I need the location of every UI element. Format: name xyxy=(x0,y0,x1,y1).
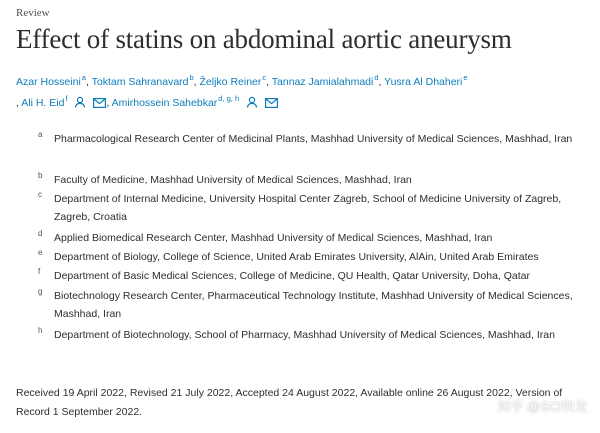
affiliation-item: e Department of Biology, College of Science, United Arab Emirates University, AlAin, United Arab Emirates xyxy=(38,248,539,263)
article-type-label: Review xyxy=(16,7,50,19)
affiliation-item: b Faculty of Medicine, Mashhad University of Medical Sciences, Mashhad, Iran xyxy=(38,171,412,186)
author-link[interactable]: Toktam Sahranavard$^b$ xyxy=(91,73,194,88)
affiliation-item: a Pharmacological Research Center of Medicinal Plants, Mashhad University of Medical Sciences, Mashhad, Iran xyxy=(38,130,573,145)
author-list: Azar Hosseini$^a$, Toktam Sahranavard$^b$, Željko Reiner$^c$, Tannaz Jamialahmadi$^d$, Yusra Al Dhaheri$^e$ , Ali H. Eid$^f$ , Amirhossein Sahebkar$^{d, g, h}$ xyxy=(16,73,468,109)
author-link[interactable]: Željko Reiner$^c$ xyxy=(199,73,267,88)
watermark: 知乎 @SCI快发 xyxy=(497,399,588,414)
affiliation-item: g Biotechnology Research Center, Pharmaceutical Technology Institute, Mashhad University of Medical Sciences, Mashhad, Iran xyxy=(38,287,573,320)
author-link[interactable]: Ali H. Eid$^f$ xyxy=(21,94,68,109)
affiliation-item: c Department of Internal Medicine, University Hospital Center Zagreb, School of Medicine University of Zagreb, Zagreb, Croatia xyxy=(38,190,562,223)
author-link[interactable]: Yusra Al Dhaheri$^e$ xyxy=(384,73,468,88)
affiliation-item: h Department of Biotechnology, School of Pharmacy, Mashhad University of Medical Sciences, Mashhad, Iran xyxy=(38,326,555,341)
affiliation-item: d Applied Biomedical Research Center, Mashhad University of Medical Sciences, Mashhad, Iran xyxy=(38,229,493,244)
person-icon[interactable] xyxy=(246,96,258,108)
author-link[interactable]: Amirhossein Sahebkar$^{d, g, h}$ xyxy=(111,94,240,109)
author-link[interactable]: Azar Hosseini$^a$ xyxy=(16,73,86,88)
author-link[interactable]: Tannaz Jamialahmadi$^d$ xyxy=(271,73,379,88)
envelope-icon[interactable] xyxy=(93,98,106,108)
person-icon[interactable] xyxy=(74,96,86,108)
affiliation-item: f Department of Basic Medical Sciences, College of Medicine, QU Health, Qatar University, Doha, Qatar xyxy=(38,267,531,282)
publication-dates: Received 19 April 2022, Revised 21 July 2022, Accepted 24 August 2022, Available online 26 August 2022, Version of Record 1 September 2022. xyxy=(16,387,563,418)
article-title: Effect of statins on abdominal aortic aneurysm xyxy=(16,24,512,54)
envelope-icon[interactable] xyxy=(265,98,278,108)
